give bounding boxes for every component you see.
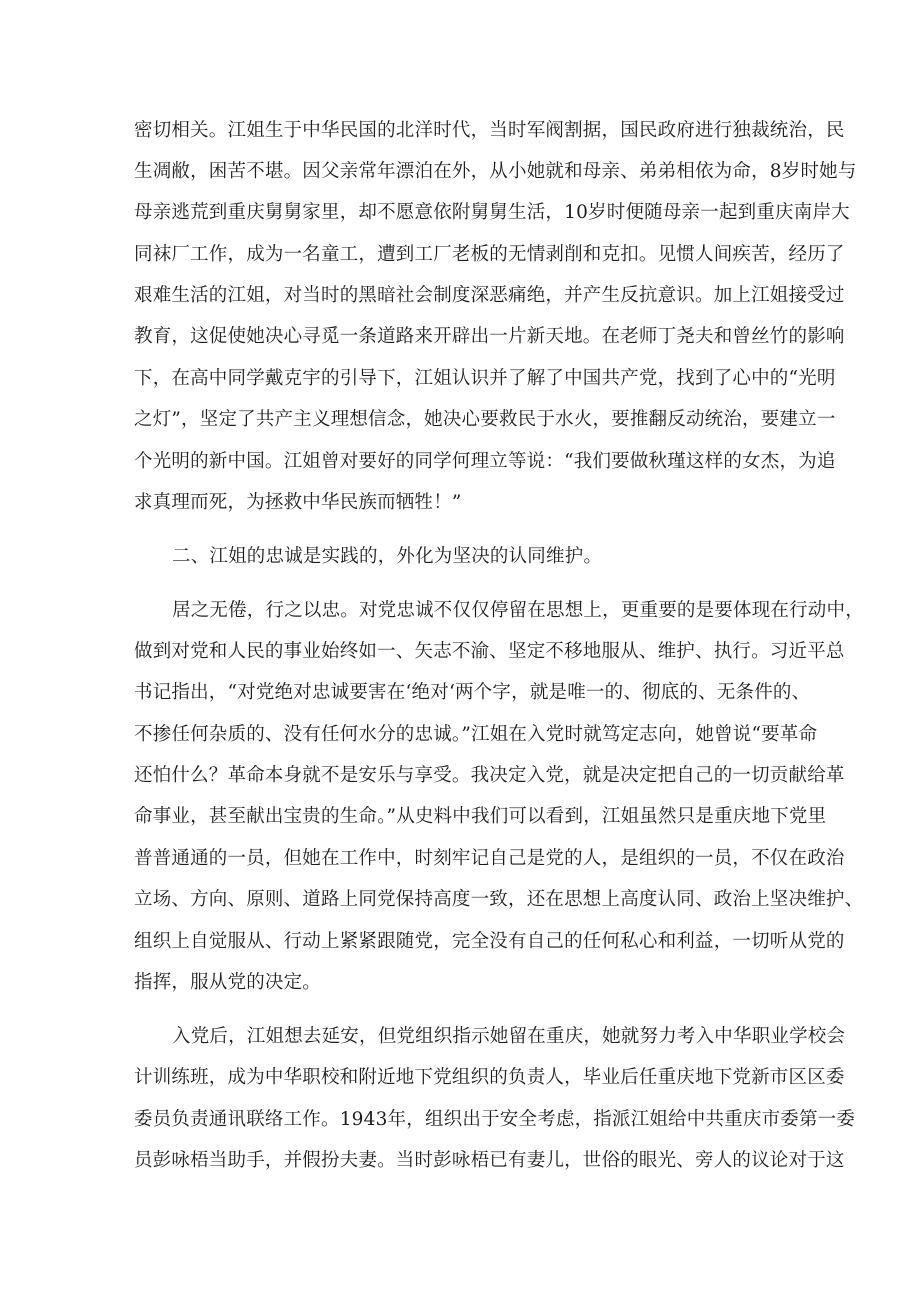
text-line: 入党后，江姐想去延安，但党组织指示她留在重庆，她就努力考入中华职业学校会 bbox=[172, 1026, 846, 1047]
text-line: 还怕什么？革命本身就不是安乐与享受。我决定入党，就是决定把自己的一切贡献给革 bbox=[134, 765, 845, 786]
text-line: 员彭咏梧当助手，并假扮夫妻。当时彭咏梧已有妻儿，世俗的眼光、旁人的议论对于这 bbox=[134, 1150, 845, 1171]
text-line: 个光明的新中国。江姐曾对要好的同学何理立等说：“我们要做秋瑾这样的女杰，为追 bbox=[134, 451, 836, 472]
text-line: 下，在高中同学戴克宇的引导下，江姐认识并了解了中国共产党，找到了心中的“光明 bbox=[134, 368, 836, 389]
text-line: 之灯”，坚定了共产主义理想信念，她决心要救民于水火，要推翻反动统治，要建立一 bbox=[134, 409, 836, 430]
text-line: 组织上自觉服从、行动上紧紧跟随党，完全没有自己的任何私心和利益，一切听从党的 bbox=[134, 931, 845, 952]
text-line: 不掺任何杂质的、没有任何水分的忠诚。”江姐在入党时就笃定志向，她曾说“要革命 bbox=[134, 724, 818, 745]
text-line: 同袜厂工作，成为一名童工，遭到工厂老板的无情剥削和克扣。见惯人间疾苦，经历了 bbox=[134, 244, 845, 265]
text-line: 密切相关。江姐生于中华民国的北洋时代，当时军阀割据，国民政府进行独裁统治，民 bbox=[134, 120, 845, 141]
text-line: 艰难生活的江姐，对当时的黑暗社会制度深恶痛绝，并产生反抗意识。加上江姐接受过 bbox=[134, 285, 845, 306]
text-line: 生凋敝，困苦不堪。因父亲常年漂泊在外，从小她就和母亲、弟弟相依为命，8岁时她与 bbox=[134, 161, 857, 182]
text-line: 普普通通的一员，但她在工作中，时刻牢记自己是党的人，是组织的一员，不仅在政治 bbox=[134, 848, 845, 869]
text-line: 委员负责通讯联络工作。1943年，组织出于安全考虑，指派江姐给中共重庆市委第一委 bbox=[134, 1109, 856, 1130]
text-line: 计训练班，成为中华职校和附近地下党组织的负责人，毕业后任重庆地下党新市区区委 bbox=[134, 1067, 845, 1088]
text-line: 教育，这促使她决心寻觅一条道路来开辟出一片新天地。在老师丁尧夫和曾丝竹的影响 bbox=[134, 326, 845, 347]
text-line: 命事业，甚至献出宝贵的生命。”从史料中我们可以看到，江姐虽然只是重庆地下党里 bbox=[134, 806, 827, 827]
text-line: 求真理而死，为拯救中华民族而牺牲！” bbox=[134, 492, 462, 513]
text-line: 书记指出，“对党绝对忠诚要害在‘绝对‘两个字，就是唯一的、彻底的、无条件的、 bbox=[134, 682, 811, 703]
text-line: 做到对党和人民的事业始终如一、矢志不渝、坚定不移地服从、维护、执行。习近平总 bbox=[134, 641, 845, 662]
text-line: 立场、方向、原则、道路上同党保持高度一致，还在思想上高度认同、政治上坚决维护、 bbox=[134, 889, 864, 910]
text-line: 母亲逃荒到重庆舅舅家里，却不愿意依附舅舅生活，10岁时便随母亲一起到重庆南岸大 bbox=[134, 202, 850, 223]
text-line: 居之无倦，行之以忠。对党忠诚不仅仅停留在思想上，更重要的是要体现在行动中， bbox=[172, 600, 864, 621]
text-line: 指挥，服从党的决定。 bbox=[134, 972, 322, 993]
section-heading-text: 二、江姐的忠诚是实践的，外化为坚决的认同维护。 bbox=[172, 546, 603, 567]
